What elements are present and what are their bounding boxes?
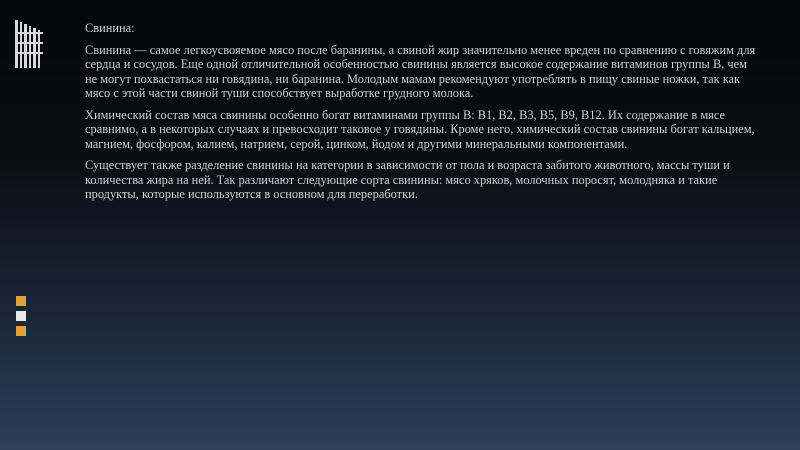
paragraph-1: Свинина — самое легкоусвояемое мясо после баранины, а свиной жир значительно менее вреден по сравнению с говяжим для сердца и сосудов. Еще одной отличительной особенностью свинины является высокое содержание витаминов группы B, чем не могут похвастаться ни говядина, ни баранина. Молодым мамам рекомендуют употреблять в пищу свиные ножки, так как мясо с этой части свиной туши способствует выработке грудного молока. [85, 42, 756, 100]
paragraph-3: Существует также разделение свинины на категории в зависимости от пола и возраста забитого животного, массы туши и количества жира на ней. Так различают следующие сорта свинины: мясо хряков, молочных поросят, молодняка и такие продукты, которые используются в основном для переработки. [85, 158, 730, 201]
paragraph-2: Химический состав мяса свинины особенно богат витаминами группы B: B1, B2, B3, B5, B9, B12. Их содержание в мясе сравнимо, а в некоторых случаях и превосходит таковое у говядины. Кроме него, химический состав свинины богат кальцием, магнием, фосфором, калием, натрием, серой, цинком, йодом и другими минеральными компонентами. [85, 107, 755, 151]
white-square [16, 311, 26, 321]
slide-text [85, 21, 760, 209]
orange-square-1 [16, 296, 26, 306]
orange-square-2 [16, 326, 26, 336]
slide-heading: Свинина: [85, 21, 135, 35]
